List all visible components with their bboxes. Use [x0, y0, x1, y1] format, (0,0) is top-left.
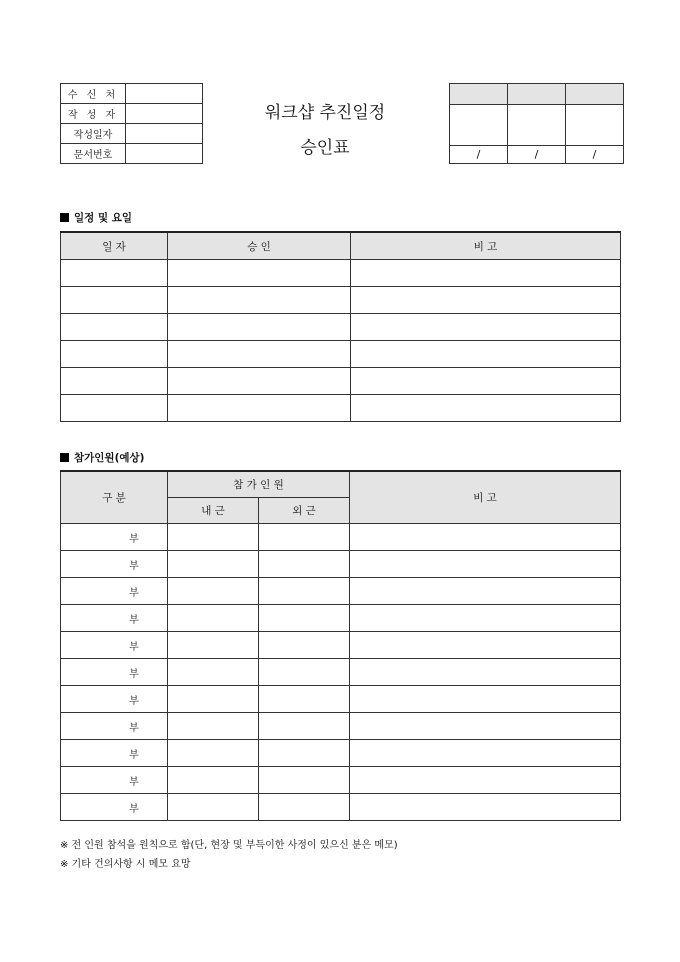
participant-row	[61, 767, 621, 794]
approval-cell[interactable]	[168, 287, 351, 314]
schedule-table	[60, 231, 621, 422]
schedule-row	[61, 314, 621, 341]
department-cell[interactable]: 부	[61, 740, 168, 767]
inner-count-cell[interactable]	[168, 659, 259, 686]
participant-row	[61, 713, 621, 740]
approval-sign-cell[interactable]	[450, 105, 508, 146]
date-cell[interactable]	[61, 260, 168, 287]
inner-count-cell[interactable]	[168, 713, 259, 740]
author-label: 작 성 자	[61, 104, 126, 124]
outer-count-cell[interactable]	[259, 686, 350, 713]
outer-count-cell[interactable]	[259, 659, 350, 686]
approval-sign-cell[interactable]	[508, 105, 566, 146]
date-cell[interactable]	[61, 287, 168, 314]
outer-count-cell[interactable]	[259, 713, 350, 740]
schedule-rows	[61, 260, 621, 422]
schedule-row	[61, 368, 621, 395]
participant-row	[61, 794, 621, 821]
outer-count-cell[interactable]	[259, 632, 350, 659]
note-cell[interactable]	[350, 659, 621, 686]
participant-row	[61, 578, 621, 605]
participants-rows	[61, 524, 621, 821]
note-cell[interactable]	[350, 524, 621, 551]
col-date-header: 일 자	[61, 232, 168, 260]
note-cell[interactable]	[350, 632, 621, 659]
approval-header-cell	[450, 84, 508, 105]
approval-cell[interactable]	[168, 395, 351, 422]
department-cell[interactable]: 부	[61, 524, 168, 551]
col-group-header: 구 분	[61, 471, 168, 524]
date-cell[interactable]	[61, 341, 168, 368]
schedule-row	[61, 395, 621, 422]
inner-count-cell[interactable]	[168, 632, 259, 659]
note-cell[interactable]	[351, 395, 621, 422]
square-bullet-icon	[60, 453, 69, 462]
note-2: ※ 기타 건의사항 시 메모 요망	[60, 859, 191, 870]
department-cell[interactable]: 부	[61, 632, 168, 659]
inner-count-cell[interactable]	[168, 767, 259, 794]
approval-box	[449, 83, 624, 164]
note-cell[interactable]	[350, 686, 621, 713]
schedule-heading-text: 일정 및 요일	[74, 212, 133, 224]
inner-count-cell[interactable]	[168, 551, 259, 578]
note-cell[interactable]	[351, 287, 621, 314]
participant-row	[61, 524, 621, 551]
date-value[interactable]	[126, 124, 203, 144]
title-line-2: 승인표	[300, 138, 350, 158]
approval-cell[interactable]	[168, 314, 351, 341]
col-note-header: 비 고	[351, 232, 621, 260]
note-cell[interactable]	[350, 551, 621, 578]
note-cell[interactable]	[351, 314, 621, 341]
document-info-table	[60, 83, 203, 164]
approval-header-cell	[566, 84, 624, 105]
note-cell[interactable]	[350, 740, 621, 767]
department-cell[interactable]: 부	[61, 578, 168, 605]
participant-row	[61, 551, 621, 578]
note-cell[interactable]	[351, 260, 621, 287]
approval-date-cell[interactable]: /	[450, 146, 508, 164]
inner-count-cell[interactable]	[168, 740, 259, 767]
outer-count-cell[interactable]	[259, 767, 350, 794]
approval-cell[interactable]	[168, 341, 351, 368]
date-label: 작성일자	[61, 124, 126, 144]
participant-row	[61, 740, 621, 767]
outer-count-cell[interactable]	[259, 524, 350, 551]
note-1: ※ 전 인원 참석을 원칙으로 함(단, 현장 및 부득이한 사정이 있으신 분은 메모)	[60, 840, 398, 851]
participants-table	[60, 470, 621, 821]
note-cell[interactable]	[351, 368, 621, 395]
participant-row	[61, 605, 621, 632]
department-cell[interactable]: 부	[61, 551, 168, 578]
inner-count-cell[interactable]	[168, 524, 259, 551]
note-cell[interactable]	[351, 341, 621, 368]
schedule-row	[61, 260, 621, 287]
recipient-label: 수 신 처	[61, 84, 126, 104]
note-cell[interactable]	[350, 767, 621, 794]
inner-count-cell[interactable]	[168, 794, 259, 821]
schedule-row	[61, 341, 621, 368]
department-cell[interactable]: 부	[61, 659, 168, 686]
department-cell[interactable]: 부	[61, 794, 168, 821]
page-title	[205, 96, 445, 166]
department-cell[interactable]: 부	[61, 605, 168, 632]
note-cell[interactable]	[350, 578, 621, 605]
col-attend-header: 참 가 인 원	[168, 471, 350, 498]
outer-count-cell[interactable]	[259, 794, 350, 821]
recipient-value[interactable]	[126, 84, 203, 104]
outer-count-cell[interactable]	[259, 605, 350, 632]
date-cell[interactable]	[61, 314, 168, 341]
schedule-heading	[60, 210, 132, 225]
participants-heading-text: 참가인원(예상)	[74, 452, 145, 464]
square-bullet-icon	[60, 213, 69, 222]
inner-count-cell[interactable]	[168, 686, 259, 713]
inner-count-cell[interactable]	[168, 605, 259, 632]
doc-number-label: 문서번호	[61, 144, 126, 164]
schedule-row	[61, 287, 621, 314]
outer-count-cell[interactable]	[259, 551, 350, 578]
col-approval-header: 승 인	[168, 232, 351, 260]
approval-cell[interactable]	[168, 260, 351, 287]
note-cell[interactable]	[350, 605, 621, 632]
col-note-header: 비 고	[350, 471, 621, 524]
col-inner-header: 내 근	[168, 498, 259, 524]
department-cell[interactable]: 부	[61, 713, 168, 740]
participant-row	[61, 659, 621, 686]
participants-heading	[60, 450, 144, 465]
approval-cell[interactable]	[168, 368, 351, 395]
doc-number-value[interactable]	[126, 144, 203, 164]
participant-row	[61, 632, 621, 659]
inner-count-cell[interactable]	[168, 578, 259, 605]
approval-sign-cell[interactable]	[566, 105, 624, 146]
outer-count-cell[interactable]	[259, 578, 350, 605]
note-cell[interactable]	[350, 713, 621, 740]
department-cell[interactable]: 부	[61, 767, 168, 794]
approval-date-cell[interactable]: /	[566, 146, 624, 164]
department-cell[interactable]: 부	[61, 686, 168, 713]
participant-row	[61, 686, 621, 713]
date-cell[interactable]	[61, 368, 168, 395]
date-cell[interactable]	[61, 395, 168, 422]
outer-count-cell[interactable]	[259, 740, 350, 767]
note-cell[interactable]	[350, 794, 621, 821]
title-line-1: 워크샵 추진일정	[264, 103, 386, 123]
approval-header-cell	[508, 84, 566, 105]
col-outer-header: 외 근	[259, 498, 350, 524]
approval-date-cell[interactable]: /	[508, 146, 566, 164]
author-value[interactable]	[126, 104, 203, 124]
